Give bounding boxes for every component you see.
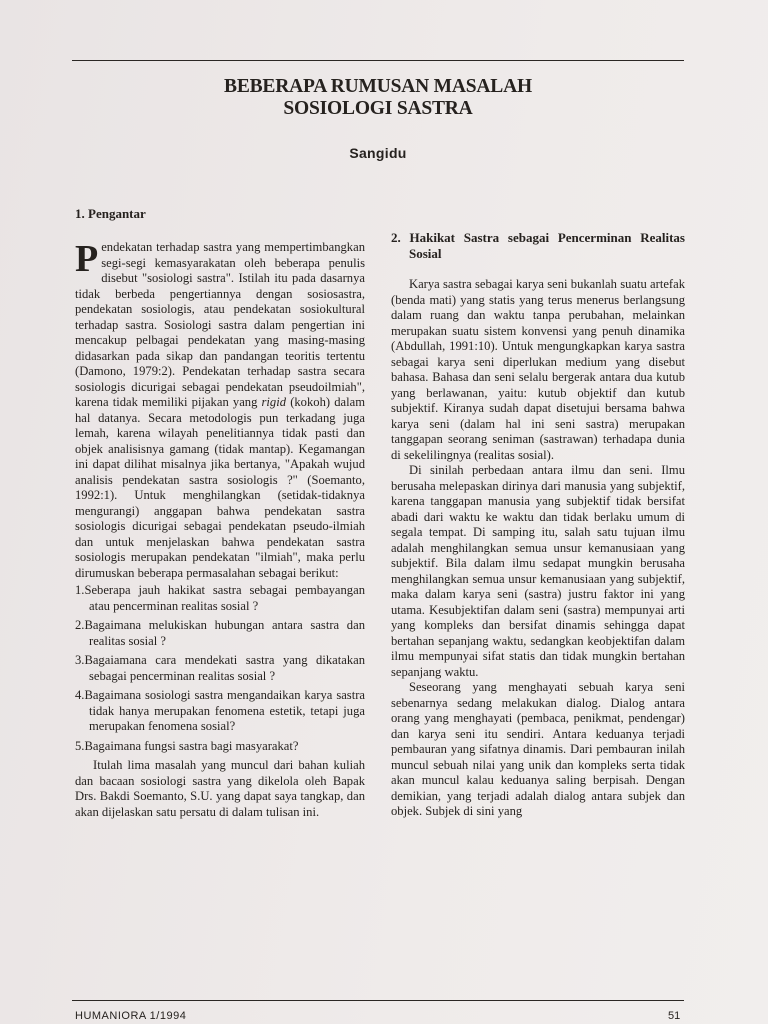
section-2-paragraph-2: Di sinilah perbedaan antara ilmu dan seni. Ilmu berusaha melepaskan dirinya dari manusia yang subjektif, karena tanggapan manusia yang subjektif tidak bersifat abadi dari waktu ke waktu dan tidak berlaku umum di segala tempat. Di samping itu, salah satu tujuan ilmu adalah menghilangkan semua unsur kemanusiaan yang subjektif. Bila dalam ilmu sedapat mungkin berusaha menghilangkan semua unsur kemanusiaan yang subjektif, maka dalam karya seni (sastra) justru faktor ini yang utama. Kesubjektifan dalam seni (sastra) mempunyai arti yang kompleks dan bersifat dinamis sehingga dapat bertahan sepanjang waktu, sedangkan keobjektifan dalam ilmu mempunyai sifat statis dan tidak mungkin bertahan sepanjang waktu. bbox=[391, 463, 685, 679]
section-1-heading: 1. Pengantar bbox=[75, 206, 146, 221]
author-name: Sangidu bbox=[349, 145, 407, 161]
section-2-paragraph-3: Seseorang yang menghayati sebuah karya seni sebenarnya sedang melakukan dialog. Dialog antara orang yang menghayati (pembaca, penikmat, pendengar) dan karya seni itu sendiri. Antara keduanya terjadi pembauran yang sifatnya dinamis. Dari pembauran inilah muncul sebuah nilai yang unik dan kompleks serta tidak akan muncul kalau keduanya saling berpisah. Dengan demikian, yang terjadi adalah dialog antara subjek dan objek. Subjek di sini yang bbox=[391, 680, 685, 818]
para1-continuation: (kokoh) dalam hal datanya. Secara metodologis pun terkadang juga lemah, karena wilayah penelitiannya tidak pasti dan objek analisisnya gamang (tidak mantap). Kegamangan ini dapat dilihat misalnya jika bertanya, "Apakah wujud analisis pendekatan sastra sosiologis ?" (Soemanto, 1992:1). Untuk menghilangkan (setidak-tidaknya mengurangi) anggapan bahwa pendekatan sastra sosiologis dicurigai sebagai pendekatan pseudo-ilmiah dan untuk menjelaskan bahwa pendekatan sastra sosiologis merupakan pendekatan "ilmiah", maka perlu dirumuskan beberapa permasalahan sebagai berikut: bbox=[75, 395, 365, 580]
section-2-heading: 2. Hakikat Sastra sebagai Pencerminan Realitas Sosial bbox=[391, 230, 685, 261]
journal-footer: HUMANIORA 1/1994 bbox=[75, 1010, 187, 1022]
question-item: 1.Seberapa jauh hakikat sastra sebagai pembayangan atau pencerminan realitas sosial ? bbox=[75, 583, 365, 613]
section-2-paragraph-1: Karya sastra sebagai karya seni bukanlah suatu artefak (benda mati) yang statis yang terus menerus berlangsung dalam ruang dan waktu tanpa perubahan, melainkan merupakan suatu sistem konvensi yang penuh dinamika (Abdullah, 1991:10). Untuk mengungkapkan karya sastra sebagai karya seni diperlukan medium yang disebut bahasa. Bahasa dan seni selalu bergerak antara dua kutub yang berlawanan, yaitu: kutub objektif dan kutub subjektif. Kiranya sudah dapat disetujui bersama bahwa karya seni (dalam hal ini seni sastra) merupakan tanggapan seorang seniman (sastrawan) terhadapa dunia di sekelilingnya (realitas sosial). bbox=[391, 277, 685, 462]
question-item: 4.Bagaimana sosiologi sastra mengandaikan karya sastra tidak hanya merupakan fenomena estetik, tetapi juga merupakan fenomena sosial? bbox=[75, 688, 365, 733]
question-item: 5.Bagaimana fungsi sastra bagi masyarakat? bbox=[75, 738, 299, 753]
top-rule bbox=[72, 60, 684, 61]
left-column bbox=[75, 206, 365, 820]
right-column bbox=[391, 230, 685, 820]
title-line-1: BEBERAPA RUMUSAN MASALAH bbox=[224, 76, 532, 97]
drop-cap: P bbox=[75, 238, 99, 280]
para1-italic: rigid bbox=[261, 395, 287, 409]
title-line-2: SOSIOLOGI SASTRA bbox=[283, 98, 473, 119]
section-1-paragraph-1 bbox=[75, 240, 365, 581]
article-title bbox=[72, 76, 684, 120]
question-item: 2.Bagaimana melukiskan hubungan antara sastra dan realitas sosial ? bbox=[75, 618, 365, 648]
section-1-paragraph-2: Itulah lima masalah yang muncul dari bahan kuliah dan bacaan sosiologi sastra yang dikelola oleh Bapak Drs. Bakdi Soemanto, S.U. yang dapat saya tangkap, dan akan dijelaskan satu persatu di dalam tulisan ini. bbox=[75, 758, 365, 819]
question-item: 3.Bagaiamana cara mendekati sastra yang dikatakan sebagai pencerminan realitas sosial ? bbox=[75, 653, 365, 683]
bottom-rule bbox=[72, 1000, 684, 1001]
page-number: 51 bbox=[668, 1010, 681, 1022]
para1-text: endekatan terhadap sastra yang mempertimbangkan segi-segi kemasyarakatan oleh beberapa penulis disebut "sosiologi sastra". Istilah itu pada dasarnya tidak berbeda pengertiannya dengan sosiosastra, pendekatan sosiologis, atau pendekatan sosiokultural terhadap sastra. Sosiologi sastra dalam pengertian ini mencakup pelbagai pendekatan yang masing-masing didasarkan pada sikap dan pandangan teoritis tertentu (Damono, 1979:2). Pendekatan terhadap sastra secara sosiologis dicurigai sebagai pendekatan pseudoilmiah", karena tidak memiliki pijakan yang bbox=[75, 240, 365, 409]
question-list bbox=[75, 583, 365, 754]
